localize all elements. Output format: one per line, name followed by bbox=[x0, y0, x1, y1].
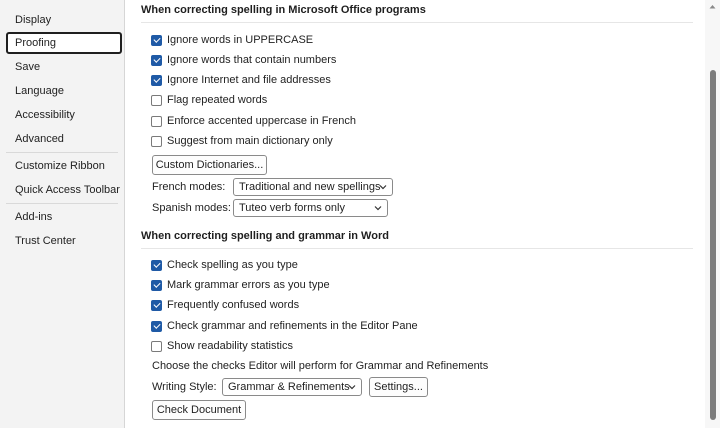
check-document-button[interactable]: Check Document bbox=[152, 400, 246, 420]
option-label: Mark grammar errors as you type bbox=[167, 279, 330, 291]
sidebar-item-customize-ribbon[interactable]: Customize Ribbon bbox=[15, 160, 105, 172]
flag-repeated-option[interactable] bbox=[151, 92, 267, 108]
flag-repeated-checkbox[interactable] bbox=[151, 95, 162, 106]
option-label: Ignore words that contain numbers bbox=[167, 54, 337, 66]
option-label: Suggest from main dictionary only bbox=[167, 135, 333, 147]
custom-dictionaries-button[interactable]: Custom Dictionaries... bbox=[152, 155, 267, 175]
proofing-panel bbox=[125, 0, 705, 428]
ignore-internet-checkbox[interactable] bbox=[151, 75, 162, 86]
sidebar-item-language[interactable]: Language bbox=[15, 85, 64, 97]
option-label: Show readability statistics bbox=[167, 340, 293, 352]
sidebar-item-trust-center[interactable]: Trust Center bbox=[15, 235, 76, 247]
word-section-title: When correcting spelling and grammar in Word bbox=[141, 230, 389, 242]
settings-button[interactable]: Settings... bbox=[369, 377, 428, 397]
writing-style-select[interactable] bbox=[222, 378, 362, 396]
checks-caption: Choose the checks Editor will perform for Grammar and Refinements bbox=[152, 360, 489, 372]
spanish-modes-select[interactable] bbox=[233, 199, 388, 217]
sidebar-item-save[interactable]: Save bbox=[15, 61, 41, 73]
ignore-numbers-option[interactable] bbox=[151, 52, 336, 68]
spanish-modes-label: Spanish modes: bbox=[152, 202, 231, 214]
sidebar-item-display[interactable]: Display bbox=[15, 14, 52, 26]
scroll-up-arrow-icon[interactable] bbox=[709, 4, 716, 9]
enforce-accented-option[interactable] bbox=[151, 113, 356, 129]
mark-grammar-option[interactable] bbox=[151, 277, 330, 293]
readability-checkbox[interactable] bbox=[151, 341, 162, 352]
sidebar-item-quick-access-toolbar[interactable]: Quick Access Toolbar bbox=[15, 184, 120, 196]
chevron-down-icon bbox=[379, 183, 387, 191]
sidebar-divider bbox=[6, 152, 118, 153]
vertical-scrollbar[interactable] bbox=[705, 0, 720, 428]
writing-style-value: Grammar & Refinements bbox=[228, 381, 350, 393]
main-dictionary-checkbox[interactable] bbox=[151, 136, 162, 147]
spanish-modes-value: Tuteo verb forms only bbox=[239, 202, 345, 214]
sidebar-item-accessibility[interactable]: Accessibility bbox=[15, 109, 75, 121]
readability-option[interactable] bbox=[151, 338, 293, 354]
french-modes-label: French modes: bbox=[152, 181, 226, 193]
french-modes-select[interactable] bbox=[233, 178, 393, 196]
sidebar-divider bbox=[6, 203, 118, 204]
french-modes-value: Traditional and new spellings bbox=[239, 181, 381, 193]
option-label: Ignore words in UPPERCASE bbox=[167, 34, 314, 46]
sidebar-item-add-ins[interactable]: Add-ins bbox=[15, 211, 53, 223]
section-divider bbox=[141, 248, 693, 249]
office-section-title: When correcting spelling in Microsoft Office programs bbox=[141, 4, 426, 16]
chevron-down-icon bbox=[348, 383, 356, 391]
mark-grammar-checkbox[interactable] bbox=[151, 280, 162, 291]
check-spelling-option[interactable] bbox=[151, 257, 298, 273]
options-sidebar bbox=[0, 0, 125, 428]
enforce-accented-checkbox[interactable] bbox=[151, 116, 162, 127]
editor-pane-checkbox[interactable] bbox=[151, 321, 162, 332]
option-label: Enforce accented uppercase in French bbox=[167, 115, 356, 127]
section-divider bbox=[141, 22, 693, 23]
scrollbar-thumb[interactable] bbox=[710, 70, 716, 420]
ignore-numbers-checkbox[interactable] bbox=[151, 55, 162, 66]
option-label: Ignore Internet and file addresses bbox=[167, 74, 331, 86]
confused-words-checkbox[interactable] bbox=[151, 300, 162, 311]
option-label: Check grammar and refinements in the Editor Pane bbox=[167, 320, 418, 332]
option-label: Frequently confused words bbox=[167, 299, 300, 311]
ignore-uppercase-option[interactable] bbox=[151, 32, 313, 48]
check-spelling-checkbox[interactable] bbox=[151, 260, 162, 271]
writing-style-label: Writing Style: bbox=[152, 381, 217, 393]
ignore-uppercase-checkbox[interactable] bbox=[151, 35, 162, 46]
chevron-down-icon bbox=[374, 204, 382, 212]
confused-words-option[interactable] bbox=[151, 297, 299, 313]
ignore-internet-option[interactable] bbox=[151, 72, 331, 88]
option-label: Check spelling as you type bbox=[167, 259, 298, 271]
sidebar-item-proofing[interactable]: Proofing bbox=[6, 32, 122, 54]
main-dictionary-option[interactable] bbox=[151, 133, 333, 149]
option-label: Flag repeated words bbox=[167, 94, 268, 106]
editor-pane-option[interactable] bbox=[151, 318, 418, 334]
sidebar-item-advanced[interactable]: Advanced bbox=[15, 133, 64, 145]
